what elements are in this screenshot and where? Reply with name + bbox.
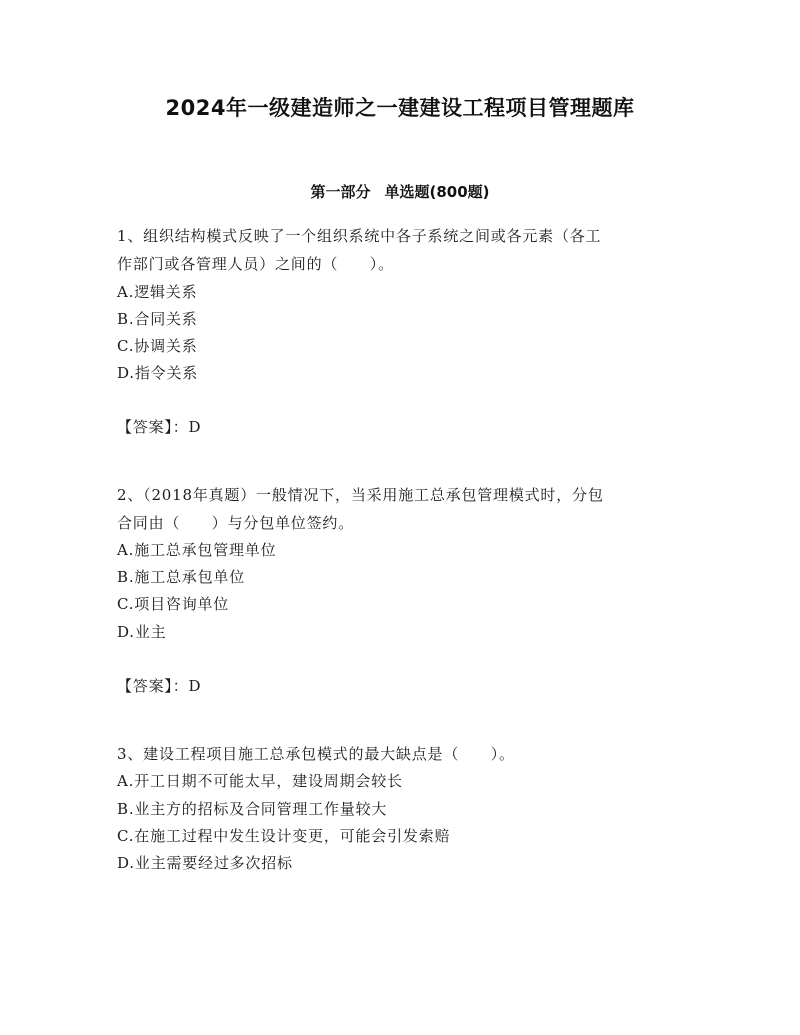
section-heading <box>0 181 800 202</box>
question-1-stem-line-2: 作部门或各管理人员）之间的（ ）。 <box>117 255 394 273</box>
question-2-answer: 【答案】：D <box>117 677 202 695</box>
question-1-option-d: D.指令关系 <box>117 364 199 382</box>
question-1-option-c: C.协调关系 <box>117 337 198 355</box>
question-2-option-c: C.项目咨询单位 <box>117 595 230 613</box>
document-title: 2024年一级建造师之一建建设工程项目管理题库 <box>165 96 635 120</box>
question-3-option-a: A.开工日期不可能太早，建设周期会较长 <box>117 772 403 790</box>
question-1-option-b: B.合同关系 <box>117 310 198 328</box>
question-2-option-d: D.业主 <box>117 623 167 641</box>
question-2-option-a: A.施工总承包管理单位 <box>117 541 277 559</box>
question-1-option-a: A.逻辑关系 <box>117 283 198 301</box>
question-2-stem-line-1: 2、（2018年真题）一般情况下，当采用施工总承包管理模式时，分包 <box>117 486 604 504</box>
question-3-option-d: D.业主需要经过多次招标 <box>117 854 293 872</box>
section-name: 单选题(800题) <box>384 183 490 201</box>
section-part: 第一部分 <box>310 183 371 201</box>
question-3-option-b: B.业主方的招标及合同管理工作量较大 <box>117 800 388 818</box>
question-1-answer: 【答案】：D <box>117 418 202 436</box>
question-2-option-b: B.施工总承包单位 <box>117 568 245 586</box>
question-3-stem-line-1: 3、建设工程项目施工总承包模式的最大缺点是（ ）。 <box>117 745 515 763</box>
question-1-stem-line-1: 1、组织结构模式反映了一个组织系统中各子系统之间或各元素（各工 <box>117 227 602 245</box>
question-3-option-c: C.在施工过程中发生设计变更，可能会引发索赔 <box>117 827 451 845</box>
question-2-stem-line-2: 合同由（ ）与分包单位签约。 <box>117 514 355 532</box>
